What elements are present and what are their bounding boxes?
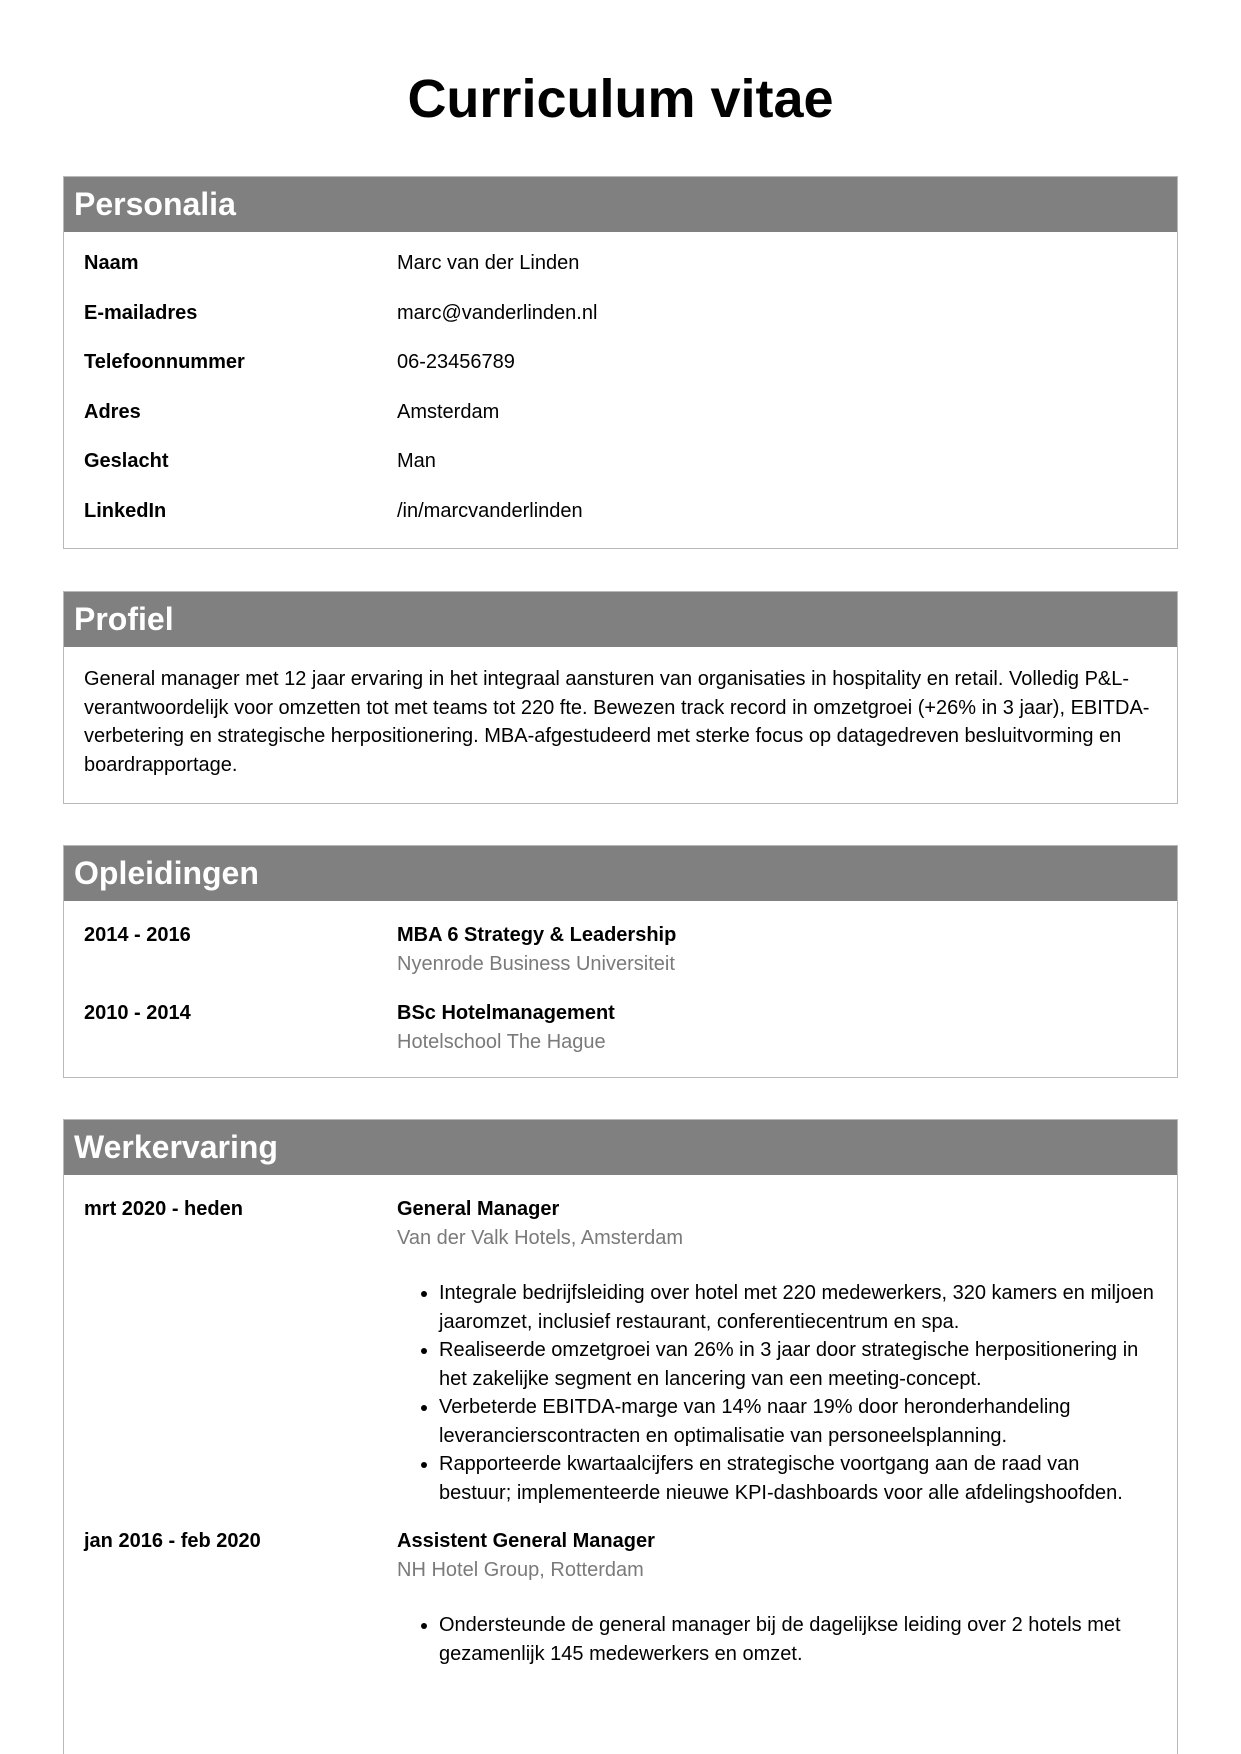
work-period: mrt 2020 - heden bbox=[84, 1198, 243, 1220]
field-label: LinkedIn bbox=[84, 499, 167, 522]
education-institution: Nyenrode Business Universiteit bbox=[397, 953, 675, 975]
field-label: Naam bbox=[84, 252, 139, 274]
list-item: • Ondersteunde de general manager bij de dagelijkse leiding over 2 hotels met gezamenlijk 145 medewerkers en omzet. bbox=[439, 1611, 1157, 1668]
list-item: • Integrale bedrijfsleiding over hotel met 220 medewerkers, 320 kamers en miljoen jaaromzet, inclusief restaurant, conferentiecentrum en spa. bbox=[439, 1279, 1157, 1336]
education-title: MBA 6 Strategy & Leadership bbox=[397, 924, 677, 946]
section-heading: Profiel bbox=[64, 592, 1177, 647]
field-row bbox=[84, 299, 1157, 349]
work-entry bbox=[84, 1195, 1157, 1507]
education-institution: Hotelschool The Hague bbox=[397, 1031, 606, 1053]
field-label: Adres bbox=[84, 400, 141, 423]
list-item: • Rapporteerde kwartaalcijfers en strategische voortgang aan de raad van bestuur; implementeerde nieuwe KPI-dashboards voor alle afdelingshoofden. bbox=[439, 1450, 1157, 1507]
section-heading: Opleidingen bbox=[64, 846, 1177, 901]
education-entry bbox=[84, 921, 1157, 979]
work-title: Assistent General Manager bbox=[397, 1530, 655, 1552]
list-item: • Realiseerde omzetgroei van 26% in 3 jaar door strategische herpositionering in het zakelijke segment en lancering van een meeting-concept. bbox=[439, 1336, 1157, 1393]
field-value: /in/marcvanderlinden bbox=[397, 499, 583, 522]
field-value: marc@vanderlinden.nl bbox=[397, 301, 598, 324]
field-label: Telefoonnummer bbox=[84, 351, 245, 373]
section-personalia bbox=[63, 176, 1178, 549]
document-title: Curriculum vitae bbox=[407, 69, 834, 129]
list-item: • Verbeterde EBITDA-marge van 14% naar 19% door heronderhandeling leverancierscontracten en optimalisatie van personeelsplanning. bbox=[439, 1393, 1157, 1450]
section-profiel bbox=[63, 591, 1178, 804]
field-label: E-mailadres bbox=[84, 301, 198, 324]
education-title: BSc Hotelmanagement bbox=[397, 1002, 615, 1024]
work-bullets bbox=[397, 1611, 1157, 1668]
field-row bbox=[84, 497, 1157, 547]
section-werkervaring bbox=[63, 1119, 1178, 1754]
field-value: 06-23456789 bbox=[397, 351, 515, 373]
work-company: NH Hotel Group, Rotterdam bbox=[397, 1559, 644, 1581]
education-period: 2010 - 2014 bbox=[84, 1002, 191, 1024]
work-period: jan 2016 - feb 2020 bbox=[84, 1530, 261, 1552]
field-row bbox=[84, 249, 1157, 299]
education-period: 2014 - 2016 bbox=[84, 924, 191, 946]
field-value: Marc van der Linden bbox=[397, 252, 580, 274]
work-company: Van der Valk Hotels, Amsterdam bbox=[397, 1227, 684, 1249]
work-bullets bbox=[397, 1279, 1157, 1507]
work-entry bbox=[84, 1527, 1157, 1668]
section-heading: Personalia bbox=[64, 177, 1177, 232]
profile-text: General manager met 12 jaar ervaring in het integraal aansturen van organisaties in hospitality en retail. Volledig P&L-verantwoordelijk voor omzetten tot met teams tot 220 fte. Bewezen track record in omzetgroei (+26% in 3 jaar), EBITDA-verbetering en strategische herpositionering. MBA-afgestudeerd met sterke focus op datagedreven besluitvorming en boardrapportage. bbox=[84, 668, 1150, 776]
education-entry bbox=[84, 999, 1157, 1057]
field-value: Man bbox=[397, 450, 436, 472]
section-opleidingen bbox=[63, 845, 1178, 1078]
field-label: Geslacht bbox=[84, 450, 169, 472]
work-title: General Manager bbox=[397, 1198, 560, 1220]
section-heading: Werkervaring bbox=[64, 1120, 1177, 1175]
field-row bbox=[84, 447, 1157, 497]
field-row bbox=[84, 348, 1157, 398]
field-value: Amsterdam bbox=[397, 400, 500, 423]
field-row bbox=[84, 398, 1157, 448]
